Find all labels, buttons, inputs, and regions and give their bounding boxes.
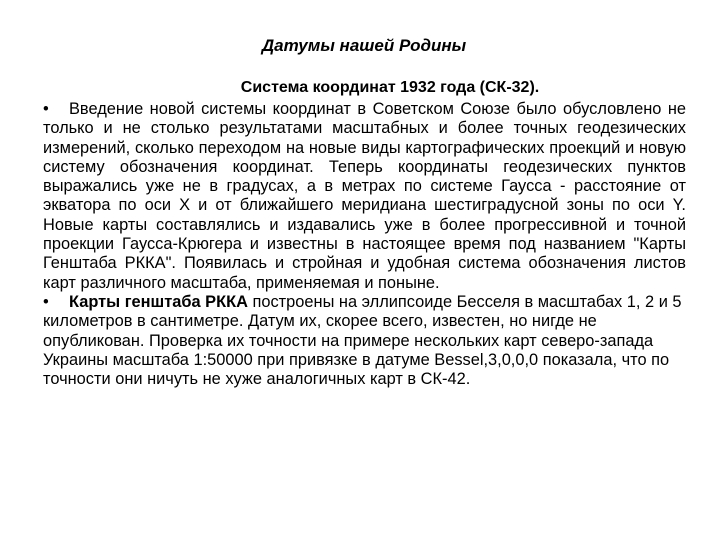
bullet-list xyxy=(43,100,686,389)
bullet-item-2 xyxy=(43,293,686,389)
bullet-bold-lead: Карты генштаба РККА xyxy=(69,292,248,311)
bullet-item-1 xyxy=(43,100,686,293)
bullet-marker: • xyxy=(43,100,49,118)
slide-title: Датумы нашей Родины xyxy=(261,36,467,55)
bullet-marker: • xyxy=(43,292,49,311)
bullet-text: построены на эллипсоиде Бесселя в масштабах 1, 2 и 5 километров в сантиметре. Датум их, скорее всего, известен, но нигде не опубликован. Проверка их точности на примере нескольких карт северо-запада Украины масштаба 1:50000 при привязке в датуме Bessel,3,0,0,0 показала, что по точности они ничуть не хуже аналогичных карт в СК-42. xyxy=(43,292,682,389)
bullet-text: Введение новой системы координат в Советском Союзе было обусловлено не только и не столько результатами масштабных и более точных геодезических измерений, сколько переходом на новые виды картографических проекций и новую систему обозначения координат. Теперь координаты геодезических пунктов выражались уже не в градусах, а в метрах по системе Гаусса - расстояние от экватора по оси X и от ближайшего меридиана шестиградусной зоны по оси Y. Новые карты составлялись и издавались уже в более прогрессивной и точной проекции Гаусса-Крюгера и известны в настоящее время под названием "Карты Генштаба РККА". Появилась и стройная и удобная система обозначения листов карт различного масштаба, применяемая и поныне. xyxy=(43,100,686,292)
slide-subtitle: Система координат 1932 года (СК-32). xyxy=(240,79,540,96)
